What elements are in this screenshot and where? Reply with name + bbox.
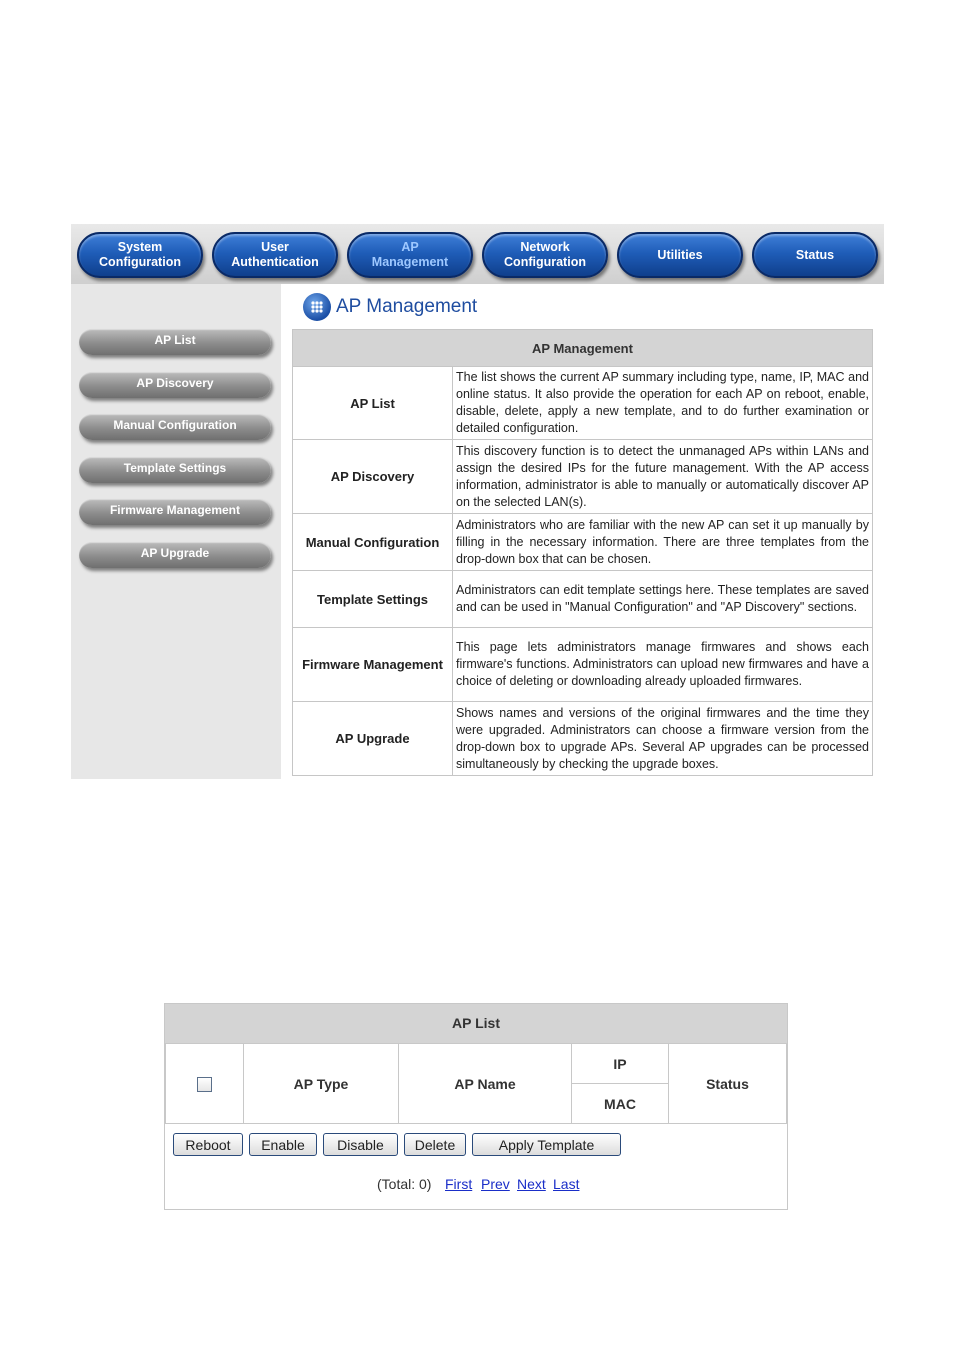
pager-last-link[interactable]: Last [553, 1176, 580, 1192]
feature-name: AP Discovery [293, 440, 453, 514]
ap-list-panel [164, 1003, 788, 1210]
select-all-cell [166, 1044, 244, 1124]
column-ap-type: AP Type [244, 1044, 399, 1124]
top-navigation-bar [71, 224, 884, 284]
pager-prev-link[interactable]: Prev [481, 1176, 510, 1192]
column-status: Status [669, 1044, 787, 1124]
page-title-text: AP Management [336, 296, 478, 317]
globe-grid-icon [303, 293, 331, 321]
sidebar-item-ap-discovery[interactable]: AP Discovery [79, 372, 271, 398]
feature-description: The list shows the current AP summary including type, name, IP, MAC and online status. It also provide the operation for each AP on reboot, enable, disable, delete, apply a new template, and to do further examination or detailed configuration. [453, 367, 873, 440]
select-all-checkbox[interactable] [197, 1077, 212, 1092]
feature-description: Shows names and versions of the original firmwares and the time they were upgraded. Administrators can choose a firmware version from the drop-down box to upgrade APs. Several AP upgrades can be processed simultaneously by checking the upgrade boxes. [453, 702, 873, 776]
ap-list-title: AP List [165, 1004, 787, 1043]
reboot-button[interactable]: Reboot [173, 1133, 243, 1156]
feature-description: This page lets administrators manage firmwares and shows each firmware's functions. Administrators can upload new firmwares and have a choice of deleting or downloading already uploaded firmwares. [453, 628, 873, 702]
table-row [293, 571, 873, 628]
sidebar-item-firmware-management[interactable]: Firmware Management [79, 499, 271, 525]
enable-button[interactable]: Enable [249, 1133, 317, 1156]
disable-button[interactable]: Disable [323, 1133, 398, 1156]
column-ap-name: AP Name [399, 1044, 572, 1124]
apply-template-button[interactable]: Apply Template [472, 1133, 621, 1156]
pager-next-link[interactable]: Next [517, 1176, 546, 1192]
sidebar-item-template-settings[interactable]: Template Settings [79, 457, 271, 483]
sidebar-item-ap-list[interactable]: AP List [79, 329, 271, 355]
nav-system-configuration[interactable]: System Configuration [77, 232, 203, 278]
nav-ap-management[interactable]: AP Management [347, 232, 473, 278]
sidebar [71, 284, 281, 779]
sidebar-item-manual-configuration[interactable]: Manual Configuration [79, 414, 271, 440]
feature-description: Administrators who are familiar with the new AP can set it up manually by filling in the necessary information. There are three templates from the drop-down box that can be chosen. [453, 514, 873, 571]
main-content [281, 284, 884, 779]
column-mac: MAC [572, 1084, 669, 1124]
column-ip: IP [572, 1044, 669, 1084]
ap-management-table [292, 329, 873, 776]
feature-description: Administrators can edit template settings here. These templates are saved and can be used in "Manual Configuration" and "AP Discovery" sections. [453, 571, 873, 628]
ap-management-screen [71, 224, 884, 779]
table-row [293, 367, 873, 440]
feature-name: Firmware Management [293, 628, 453, 702]
page-title [303, 292, 477, 322]
nav-status[interactable]: Status [752, 232, 878, 278]
nav-user-authentication[interactable]: User Authentication [212, 232, 338, 278]
feature-name: Template Settings [293, 571, 453, 628]
ap-list-table [165, 1043, 787, 1124]
total-count: (Total: 0) [377, 1176, 432, 1192]
nav-utilities[interactable]: Utilities [617, 232, 743, 278]
delete-button[interactable]: Delete [404, 1133, 466, 1156]
table-row [293, 514, 873, 571]
feature-name: Manual Configuration [293, 514, 453, 571]
sidebar-item-ap-upgrade[interactable]: AP Upgrade [79, 542, 271, 568]
pager-first-link[interactable]: First [445, 1176, 473, 1192]
nav-network-configuration[interactable]: Network Configuration [482, 232, 608, 278]
feature-name: AP Upgrade [293, 702, 453, 776]
table-row [293, 440, 873, 514]
feature-name: AP List [293, 367, 453, 440]
table-row [293, 702, 873, 776]
table-header: AP Management [293, 330, 873, 367]
feature-description: This discovery function is to detect the unmanaged APs within LANs and assign the desired IPs for the future management. With the AP access information, administrator is able to manually or automatically discover AP on the selected LAN(s). [453, 440, 873, 514]
table-row [293, 628, 873, 702]
